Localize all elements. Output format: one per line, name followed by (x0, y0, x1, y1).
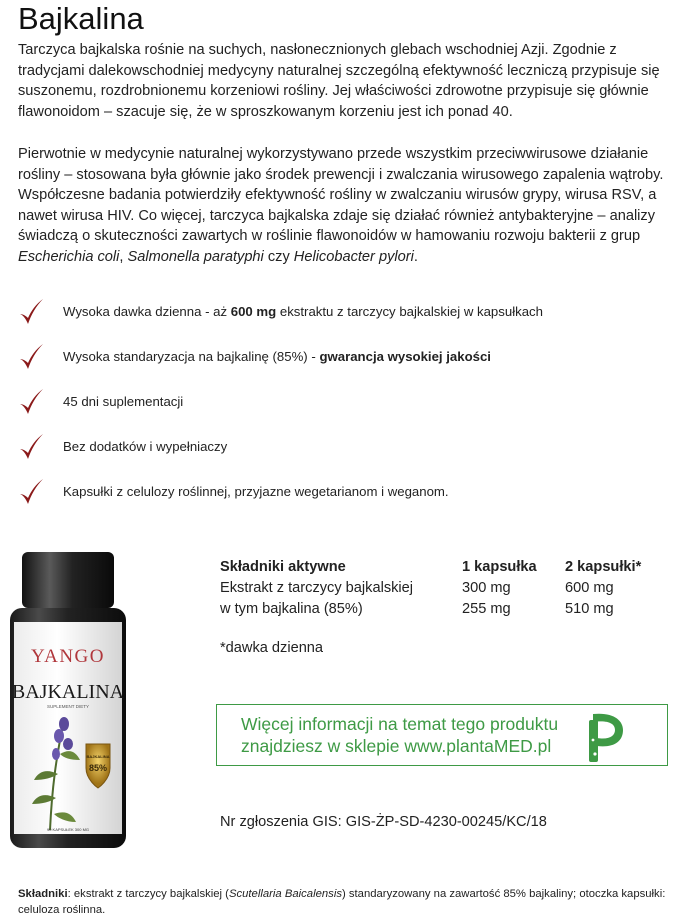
table-row (220, 598, 641, 619)
feature-text: 45 dni suplementacji (63, 394, 184, 409)
ingredient-name: Ekstrakt z tarczycy bajkalskiej (220, 579, 414, 596)
badge-name: BAJKALINA (86, 754, 110, 759)
p2-sep2: czy (263, 248, 294, 265)
bottle-subtitle: SUPLEMENT DIETY (47, 704, 89, 709)
badge-value: 85% (88, 763, 108, 773)
feature-text: Wysoka standaryzacja na bajkalinę (85%) - gwarancja wysokiej jakości (63, 349, 491, 364)
product-bottle-image (6, 548, 130, 852)
p2-sep1: , (119, 248, 128, 265)
ingredient-amount-2: 510 mg (565, 600, 614, 617)
bottle-brand: YANGO (31, 646, 105, 667)
description-paragraph-1: Tarczyca bajkalska rośnie na suchych, nasłonecznionych glebach wschodniej Azji. Zgodnie z tradycjami dalekowschodniej medycyny naturalnej szczególną efektywność leczniczą przypisuje się suszonemu, rozdrobnionemu korzeniowi rośliny. Jej właściwości zdrowotne przypisuje się głównie flawonoidom – szacuje się, że w sproszkowanym korzeniu jest ich ponad 40. (18, 42, 660, 120)
feature-item (18, 483, 678, 513)
species-helicobacter: Helicobacter pylori (293, 248, 414, 265)
species-salmonella: Salmonella paratyphi (127, 248, 264, 265)
bottle-product-name: BAJKALINA (11, 681, 125, 703)
gis-registration-number: Nr zgłoszenia GIS: GIS-ŻP-SD-4230-00245/KC/18 (220, 814, 547, 830)
shop-info-box[interactable] (216, 704, 668, 766)
ingredients-footer (18, 886, 680, 918)
feature-item (18, 438, 678, 468)
table-row (220, 577, 641, 598)
feature-text: Kapsułki z celulozy roślinnej, przyjazne wegetarianom i weganom. (63, 484, 449, 499)
header-one-capsule: 1 kapsułka (462, 558, 537, 575)
ingredients-table (220, 556, 641, 619)
p2-end: . (413, 248, 418, 265)
shop-info-text (241, 713, 558, 757)
checkmark-icon (18, 387, 44, 417)
description-paragraph-2 (18, 144, 680, 267)
checkmark-icon (18, 432, 44, 462)
feature-text: Bez dodatków i wypełniaczy (63, 439, 228, 454)
feature-item (18, 393, 678, 423)
footer-text-a: : ekstrakt z tarczycy bajkalskiej ( (67, 888, 229, 900)
feature-item (18, 348, 678, 378)
footer-label: Składniki (18, 888, 68, 900)
footer-latin-name: Scutellaria Baicalensis (228, 888, 342, 900)
species-e-coli: Escherichia coli (18, 248, 120, 265)
ingredient-amount-1: 300 mg (462, 579, 511, 596)
header-two-capsules: 2 kapsułki* (565, 558, 642, 575)
checkmark-icon (18, 297, 44, 327)
feature-item (18, 303, 678, 333)
ingredients-header-row (220, 556, 641, 577)
daily-dose-note: *dawka dzienna (220, 640, 324, 656)
header-active-ingredients: Składniki aktywne (220, 558, 346, 575)
checkmark-icon (18, 342, 44, 372)
feature-text: Wysoka dawka dzienna - aż 600 mg ekstraktu z tarczycy bajkalskiej w kapsułkach (63, 304, 543, 319)
shop-info-line-2: znajdziesz w sklepie www.plantaMED.pl (241, 736, 552, 756)
ingredient-amount-1: 255 mg (462, 600, 511, 617)
ingredient-name: w tym bajkalina (85%) (220, 600, 363, 617)
shop-info-line-1: Więcej informacji na temat tego produktu (241, 714, 559, 734)
ingredient-amount-2: 600 mg (565, 579, 614, 596)
footer-text-b: ) standaryzowany na zawartość 85% bajkaliny; otoczka kapsułki: celuloza roślinna. (18, 888, 666, 916)
checkmark-icon (18, 477, 44, 507)
plantamed-p-logo-icon (583, 710, 627, 764)
bottle-bottom-text: 90 KAPSUŁEK 300 MG (46, 827, 90, 832)
page-title: Bajkalina (18, 1, 144, 36)
p2-text: Pierwotnie w medycynie naturalnej wykorzystywano przede wszystkim przeciwwirusowe działanie rośliny – stosowana była głównie jako środek prewencji i zwalczania wirusowego zapalenia wątroby. Współczesne badania potwierdziły efektywność rośliny w zwalczaniu wirusów grypy, wirusa RSV, a nawet wirusa HIV. Co więcej, tarczyca bajkalska zdaje się działać również antybakteryjne – analizy świadczą o skuteczności zawartych w roślinie flawonoidów w hamowaniu rozwoju bakterii z grup (18, 146, 664, 244)
